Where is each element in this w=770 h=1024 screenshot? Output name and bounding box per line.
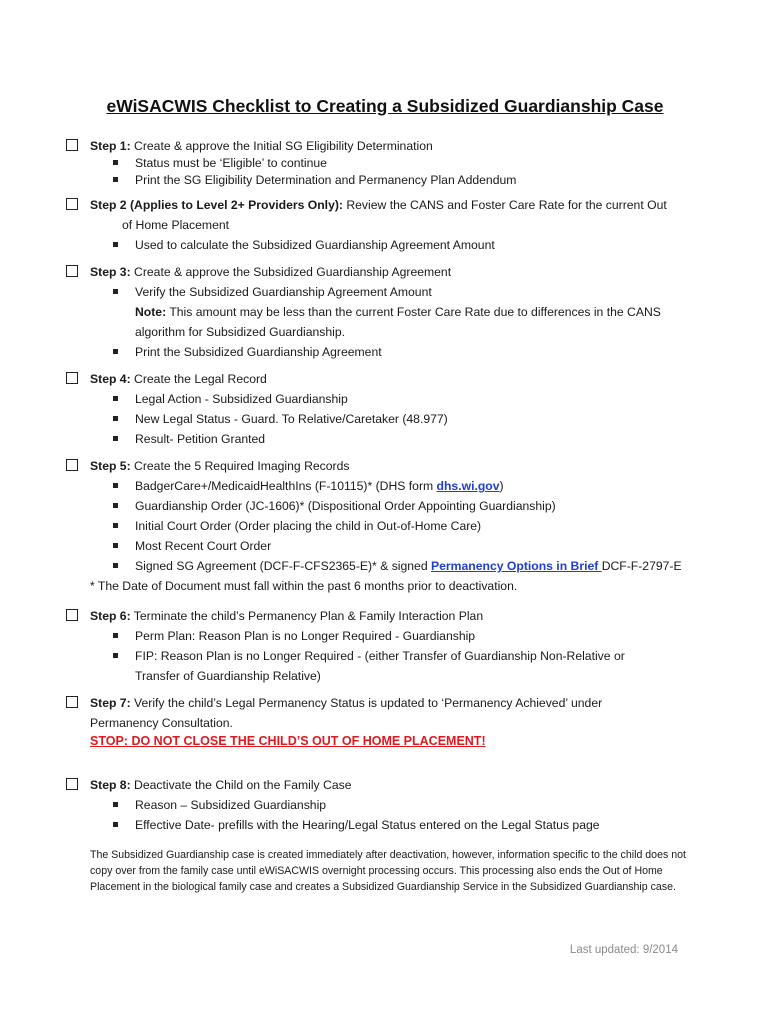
step-1-heading: Step 1: Create & approve the Initial SG Eligibility Determination [90, 139, 433, 153]
step-3-heading: Step 3: Create & approve the Subsidized Guardianship Agreement [90, 265, 452, 279]
document-page: eWiSACWIS Checklist to Creating a Subsidized Guardianship Case Step 1: Create & approve the Initial SG Eligibility Determination Status must be ‘Eligible’ to continue Print the SG Eligibility Determination and Permanency Plan Addendum Step 2 (Applies to Level 2+ Providers Only): Review the CANS and Foster Care Rate for the current Out of Home Placement Used to calculate the Subsidized Guardianship Agreement Amount Step 3: Create & approve the Subsidized Guardianship Agreement Verify the Subsidized Guardianship Agreement Amount Note: This amount may be less than the current Foster Care Rate due to differences in the CANS algorithm for Subsidized Guardianship. Print the Subsidized Guardianship Agreement Step 4: Create the Legal Record Legal Action - Subsidized Guardianship New Legal Status - Guard. To Relative/Caretaker (48.977) Result- Petition Granted Step 5: Create the 5 Required Imaging Records BadgerCare+/MedicaidHealthIns (F-10115)* (DHS form dhs.wi.gov) Guardianship Order (JC-1606)* (Dispositional Order Appointing Guardianship) Initial Court Order (Order placing the child in Out-of-Home Care) Most Recent Court Order Signed SG Agreement (DCF-F-CFS2365-E)* & signed Permanency Options in Brief DCF-F-2797-E * The Date of Document must fall within the past 6 months prior to deactivation. Step 6: Terminate the child’s Permanency Plan & Family Interaction Plan Perm Plan: Reason Plan is no Longer Required - Guardianship FIP: Reason Plan is no Longer Required - (either Transfer of Guardianship Non-Relative or Transfer of Guardianship Relative) Step 7: Verify the child’s Legal Permanency Status is updated to ‘Permanency Achieved’ under Permanency Consultation. STOP: DO NOT CLOSE THE CHILD’S OUT OF HOME PLACEMENT! Step 8: Deactivate the Child on the Family Case Reason – Subsidized Guardianship Effective Date- prefills with the Hearing/Legal Status entered on the Legal Status page The Subsidized Guardianship case is created immediately after deactivation, however, information specific to the child does not copy over from the family case until eWiSACWIS overnight processing occurs. This processing also ends the Out of Home Placement in the biological family case and creates a Subsidized Guardianship Service in the Subsidized Guardianship case. Last updated: 9/2014 [0, 0, 770, 1024]
dhs-link[interactable]: dhs.wi.gov [436, 479, 500, 493]
page-title: eWiSACWIS Checklist to Creating a Subsidized Guardianship Case [106, 96, 664, 116]
step-8-heading: Step 8: Deactivate the Child on the Family Case [90, 778, 352, 792]
bullet-icon [113, 177, 118, 182]
step-3-checkbox[interactable] [66, 265, 78, 277]
step-2-checkbox[interactable] [66, 198, 78, 210]
step-6-checkbox[interactable] [66, 609, 78, 621]
bullet-icon [113, 436, 118, 441]
step-4-heading: Step 4: Create the Legal Record [90, 372, 267, 386]
step-6-heading: Step 6: Terminate the child’s Permanency Plan & Family Interaction Plan [90, 609, 484, 623]
step-1-checkbox[interactable] [66, 139, 78, 151]
step-4-checkbox[interactable] [66, 372, 78, 384]
permanency-options-link[interactable]: Permanency Options in Brief [431, 559, 602, 573]
bullet-icon [113, 822, 118, 827]
bullet-icon [113, 242, 118, 247]
step-6-bullet-cont: Transfer of Guardianship Relative) [135, 669, 321, 683]
step-5-heading: Step 5: Create the 5 Required Imaging Records [90, 459, 350, 473]
step-3-note: Note: This amount may be less than the current Foster Care Rate due to differences in the CANS [135, 305, 661, 319]
last-updated: Last updated: 9/2014 [569, 944, 678, 956]
step-3-note-cont: algorithm for Subsidized Guardianship. [135, 325, 346, 339]
bullet-icon [113, 483, 118, 488]
step-7-checkbox[interactable] [66, 696, 78, 708]
bullet-icon [113, 802, 118, 807]
step-5-footnote: * The Date of Document must fall within the past 6 months prior to deactivation. [90, 579, 518, 593]
stop-warning: STOP: DO NOT CLOSE THE CHILD’S OUT OF HOME PLACEMENT! [90, 734, 486, 748]
bullet-icon [113, 633, 118, 638]
bullet-icon [113, 396, 118, 401]
bullet-icon [113, 653, 118, 658]
bullet-icon [113, 523, 118, 528]
bullet-icon [113, 563, 118, 568]
bullet-icon [113, 160, 118, 165]
bullet-icon [113, 503, 118, 508]
bullet-icon [113, 349, 118, 354]
bullet-icon [113, 289, 118, 294]
step-2-heading: Step 2 (Applies to Level 2+ Providers Only): Review the CANS and Foster Care Rate for the current Out [90, 198, 667, 212]
step-8-checkbox[interactable] [66, 778, 78, 790]
step-7-heading-cont: Permanency Consultation. [90, 716, 233, 730]
closing-paragraph: The Subsidized Guardianship case is created immediately after deactivation, however, information specific to the child does not copy over from the family case until eWiSACWIS overnight processing occurs. This processing also ends the Out of Home Placement in the biological family case and creates a Subsidized Guardianship Service in the Subsidized Guardianship case. [90, 849, 686, 893]
bullet-icon [113, 543, 118, 548]
step-7-heading: Step 7: Verify the child’s Legal Permanency Status is updated to ‘Permanency Achieved’ under [90, 696, 603, 710]
bullet-icon [113, 416, 118, 421]
step-2-heading-cont: of Home Placement [122, 218, 230, 232]
step-5-checkbox[interactable] [66, 459, 78, 471]
